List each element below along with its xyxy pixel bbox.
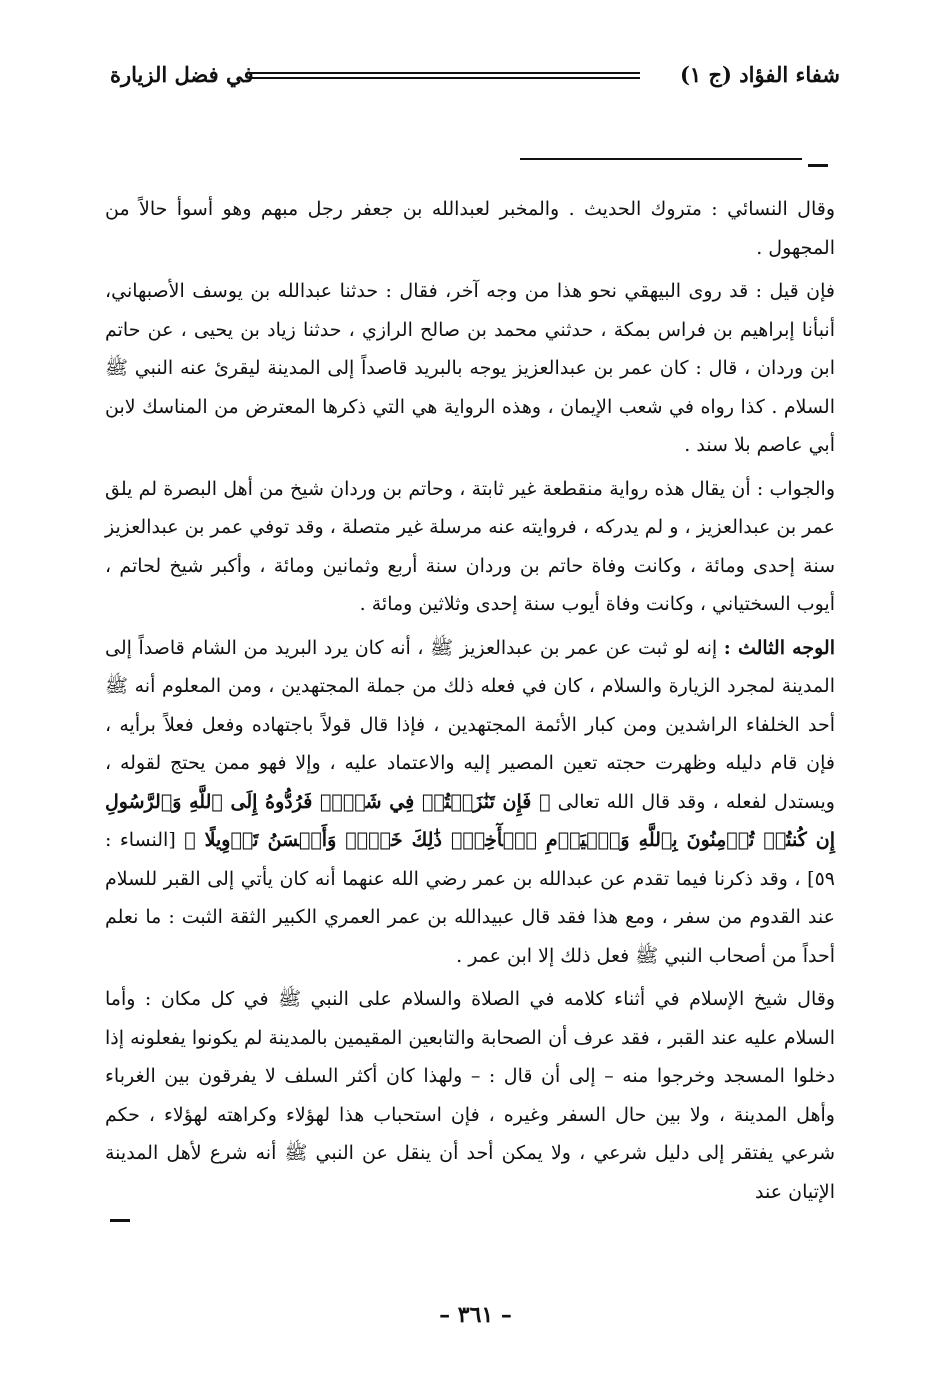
page-header [110,58,840,92]
paragraph-third-aspect [105,629,835,976]
third-aspect-text-2: [النساء : ٥٩] ، وقد ذكرنا فيما تقدم عن عبدالله بن عمر رضي الله عنهما أنه كان يأتي إلى القبر للسلام عند القدوم من سفر ، ومع هذا فقد قال عبيدالله بن عمر العمري الكبير الثقة الثبت : ما نعلم أحداً من أصحاب النبي ﷺ فعل ذلك إلا ابن عمر . [105,829,835,967]
header-rule [250,72,640,79]
page-number: – ٣٦١ – [439,1302,512,1328]
continuation-dash-top [808,164,828,167]
paragraph-nasai: وقال النسائي : متروك الحديث . والمخبر لعبدالله بن جعفر رجل مبهم وهو أسوأ حالاً من المجهول . [105,198,835,259]
paragraph-answer: والجواب : أن يقال هذه رواية منقطعة غير ثابتة ، وحاتم بن وردان شيخ من أهل البصرة لم يلق عمر بن عبدالعزيز ، و لم يدركه ، فروايته عنه مرسلة غير متصلة ، وقد توفي عمر بن عبدالعزيز سنة إحدى ومائة ، وكانت وفاة حاتم بن وردان سنة أربع وثمانين ومائة ، وأكبر شيخ لحاتم ، أيوب السختياني ، وكانت وفاة أيوب سنة إحدى وثلاثين ومائة . [105,477,835,615]
footnote-separator-rule [520,158,802,160]
book-title: شفاء الفؤاد (ج ١) [679,62,840,87]
paragraph-shaykh-al-islam: وقال شيخ الإسلام في أثناء كلامه في الصلاة والسلام على النبي ﷺ في كل مكان : وأما السلام عليه عند القبر ، فقد عرف أن الصحابة والتابعين المقيمين بالمدينة لم يكونوا يفعلونه إذا دخلوا المسجد وخرجوا منه – إلى أن قال : – ولهذا كان أكثر السلف لا يفرقون بين الغرباء وأهل المدينة ، ولا بين حال السفر وغيره ، فإن استحباب هذا لهؤلاء وكراهته لهؤلاء ، حكم شرعي يفتقر إلى دليل شرعي ، ولا يمكن أحد أن ينقل عن النبي ﷺ أنه شرع لأهل المدينة الإتيان عند [105,988,835,1203]
third-aspect-heading: الوجه الثالث : [723,636,835,659]
quran-verse: ﴿ فَإِن تَنَٰزَعۡتُمۡ فِي شَيۡءٖ فَرُدُّوهُ إِلَى ٱللَّهِ وَٱلرَّسُولِ إِن كُنتُمۡ تُؤۡمِنُونَ بِٱللَّهِ وَٱلۡيَوۡمِ ٱلۡأٓخِرِۚ ذَٰلِكَ خَيۡرٞ وَأَحۡسَنُ تَأۡوِيلًا ﴾ [105,790,836,851]
section-title: في فضل الزيارة [110,62,254,87]
page-body [105,190,835,1211]
paragraph-objection: فإن قيل : قد روى البيهقي نحو هذا من وجه آخر، فقال : حدثنا عبدالله بن يوسف الأصبهاني، أنبأنا إبراهيم بن فراس بمكة ، حدثني محمد بن صالح الرازي ، حدثنا زياد بن يحيى ، عن حاتم ابن وردان ، قال : كان عمر بن عبدالعزيز يوجه بالبريد قاصداً إلى المدينة ليقرئ عنه النبي ﷺ السلام . كذا رواه في شعب الإيمان ، وهذه الرواية هي التي ذكرها المعترض من المناسك لابن أبي عاصم بلا سند . [105,280,835,456]
third-aspect-text-1: إنه لو ثبت عن عمر بن عبدالعزيز ﷺ ، أنه كان يرد البريد من الشام قاصداً إلى المدينة لمجرد الزيارة والسلام ، كان في فعله ذلك من جملة المجتهدين ، ومن المعلوم أنه ﷺ أحد الخلفاء الراشدين ومن كبار الأئمة المجتهدين ، فإذا قال قولاً باجتهاده وفعل فعلاً برأيه ، فإن قام دليله وظهرت حجته تعين المصير إليه والاعتماد عليه ، وإلا فهو ممن يحتج لقوله ، ويستدل لفعله ، وقد قال الله تعالى [105,636,835,813]
continuation-dash-bottom [110,1219,130,1222]
